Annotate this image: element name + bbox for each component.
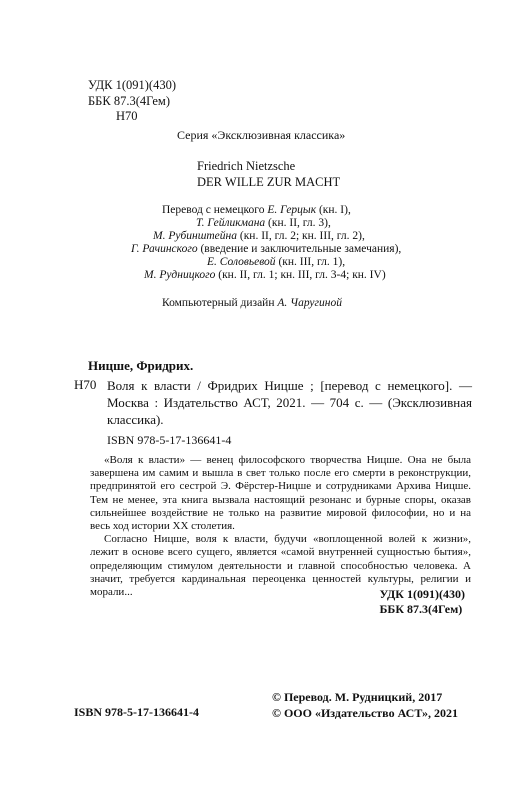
translator-name: Т. Гейликмана	[196, 217, 266, 229]
translator-part: (кн. II, гл. 3),	[265, 217, 331, 229]
author-mark: Н70	[116, 109, 138, 123]
series-name: Серия «Эксклюзивная классика»	[177, 128, 346, 142]
translator-part: (кн. I),	[316, 204, 351, 216]
design-credit	[162, 297, 342, 309]
original-author: Friedrich Nietzsche	[197, 159, 296, 173]
bib-isbn: ISBN 978-5-17-136641-4	[107, 433, 232, 447]
translators-line-4	[207, 256, 345, 269]
bib-record: Воля к власти / Фридрих Ницше ; [перевод с немецкого]. — Москва : Издательство АСТ, 2021. — 704 с. — (Эксклюзивная классика).	[107, 378, 472, 427]
original-edition	[197, 158, 340, 190]
bib-heading: Ницше, Фридрих.	[88, 358, 194, 373]
translators-line-3	[131, 243, 401, 256]
copyright-translation: © Перевод. М. Рудницкий, 2017	[272, 690, 443, 704]
translators-line-0	[162, 204, 351, 217]
annotation	[90, 454, 471, 599]
translator-part: (кн. III, гл. 1),	[275, 256, 346, 268]
annotation-paragraph: «Воля к власти» — венец философского творчества Ницше. Она не была завершена им самим и вышла в свет только после его смерти в реконструкции, предпринятой его сестрой Э. Фёрстер-Ницше и сотрудниками Архива Ницше. Тем не менее, эта книга вызвала настоящий резонанс и бурные споры, оказав сильнейшее воздействие не только на развитие мировой философии, но и на весь ход истории XX столетия.	[90, 454, 471, 533]
udk-code: УДК 1(091)(430)	[379, 587, 465, 601]
copyright-publisher: © ООО «Издательство АСТ», 2021	[272, 705, 459, 720]
bottom-classification	[379, 587, 465, 617]
translator-name: М. Рубинштейна	[153, 230, 237, 242]
udk-code: УДК 1(091)(430)	[88, 78, 176, 92]
translators-line-1	[196, 217, 331, 230]
translators-line-5	[144, 269, 386, 282]
translator-part: (кн. II, гл. 1; кн. III, гл. 3-4; кн. IV)	[215, 269, 386, 281]
designer-name: А. Чаругиной	[277, 297, 342, 309]
translators-prefix: Перевод с немецкого	[162, 204, 268, 216]
translator-name: Е. Соловьевой	[207, 256, 276, 268]
translator-part: (введение и заключительные замечания),	[197, 243, 402, 255]
bbk-code: ББК 87.3(4Гем)	[379, 602, 463, 616]
translators-line-2	[153, 230, 365, 243]
copyright-block	[272, 690, 458, 721]
classification-block	[88, 78, 176, 125]
translator-name: М. Рудницкого	[144, 269, 216, 281]
annotation-paragraph: Согласно Ницше, воля к власти, будучи «воплощенной волей к жизни», лежит в основе всего сущего, является «самой внутренней сущностью бытия», определяющим стимулом деятельности и главной способностью человека. А значит, требуется кардинальная переоценка ценностей культуры, религии и морали...	[90, 533, 471, 599]
translator-name: Г. Рачинского	[131, 243, 198, 255]
footer-isbn: ISBN 978-5-17-136641-4	[74, 705, 199, 719]
original-title: DER WILLE ZUR MACHT	[197, 175, 341, 189]
translator-name: Е. Герцык	[267, 204, 317, 216]
design-label: Компьютерный дизайн	[162, 297, 278, 309]
translator-part: (кн. II, гл. 2; кн. III, гл. 2),	[237, 230, 365, 242]
bib-author-mark: Н70	[74, 377, 97, 392]
bbk-code: ББК 87.3(4Гем)	[88, 93, 171, 108]
